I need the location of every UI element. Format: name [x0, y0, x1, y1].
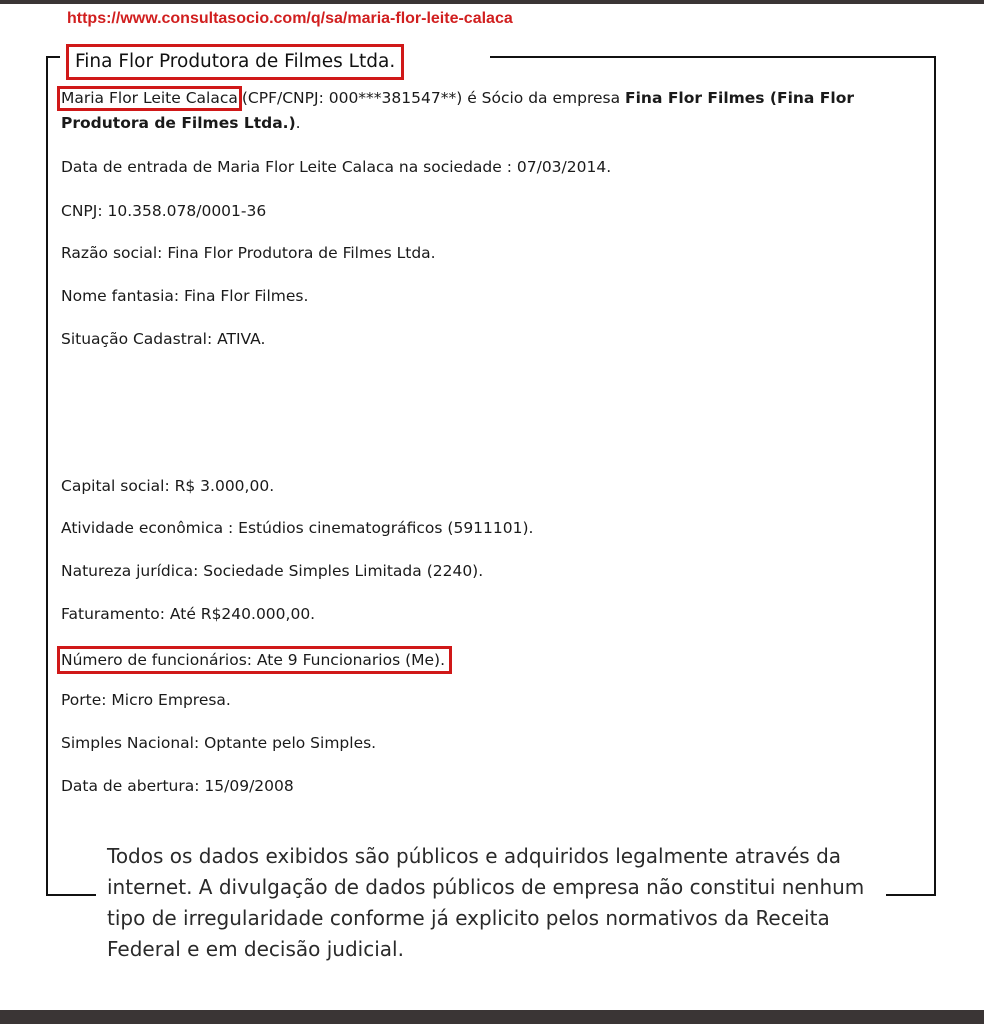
porte: Porte: Micro Empresa.	[61, 691, 231, 709]
natureza-juridica: Natureza jurídica: Sociedade Simples Limitada (2240).	[61, 562, 484, 580]
source-url[interactable]: https://www.consultasocio.com/q/sa/maria-flor-leite-calaca	[67, 10, 513, 27]
razao-social: Razão social: Fina Flor Produtora de Filmes Ltda.	[61, 244, 436, 262]
intro-end: .	[295, 114, 301, 132]
company-title: Fina Flor Produtora de Filmes Ltda.	[66, 44, 404, 80]
frame-bottom-left	[46, 894, 96, 896]
situacao-cadastral: Situação Cadastral: ATIVA.	[61, 330, 266, 348]
frame-top-left	[46, 56, 60, 58]
company-name-bold: Fina Flor Filmes (Fina Flor Produtora de Filmes Ltda.)	[61, 89, 854, 132]
funcionarios-highlight: Número de funcionários: Ate 9 Funcionarios (Me).	[57, 646, 452, 674]
bottom-dark-strip	[0, 1010, 984, 1024]
faturamento: Faturamento: Até R$240.000,00.	[61, 605, 316, 623]
capital-social: Capital social: R$ 3.000,00.	[61, 477, 275, 495]
frame-top-right	[490, 56, 936, 58]
data-abertura: Data de abertura: 15/09/2008	[61, 777, 294, 795]
entry-date: Data de entrada de Maria Flor Leite Calaca na sociedade : 07/03/2014.	[61, 158, 612, 176]
atividade-economica: Atividade econômica : Estúdios cinematográficos (5911101).	[61, 519, 534, 537]
partner-intro	[61, 86, 901, 136]
frame-left	[46, 56, 48, 896]
frame-right	[934, 56, 936, 896]
top-dark-strip	[0, 0, 984, 4]
cpf-text: (CPF/CNPJ: 000***381547**) é Sócio da empresa	[241, 89, 626, 107]
simples-nacional: Simples Nacional: Optante pelo Simples.	[61, 734, 377, 752]
nome-fantasia: Nome fantasia: Fina Flor Filmes.	[61, 287, 309, 305]
disclaimer-text: Todos os dados exibidos são públicos e adquiridos legalmente através da internet. A divulgação de dados públicos de empresa não constitui nenhum tipo de irregularidade conforme já explicito pelos normativos da Receita Federal e em decisão judicial.	[107, 844, 865, 961]
funcionarios-row	[61, 646, 452, 674]
partner-name-highlight: Maria Flor Leite Calaca	[57, 86, 242, 111]
cnpj: CNPJ: 10.358.078/0001-36	[61, 202, 267, 220]
